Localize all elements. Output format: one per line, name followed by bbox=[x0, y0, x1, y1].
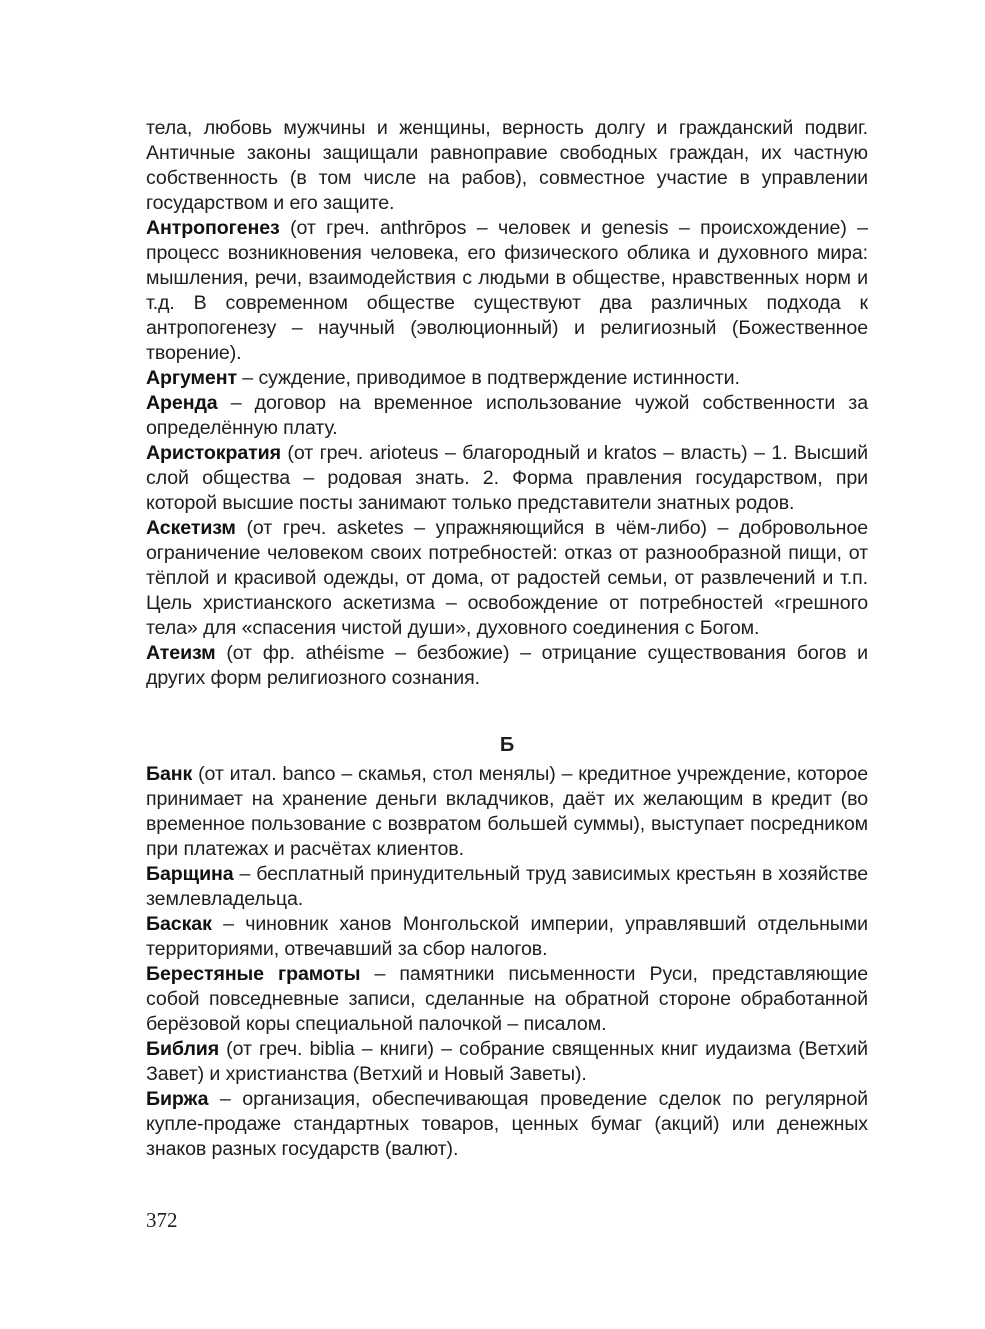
entry-term: Биржа bbox=[146, 1088, 209, 1110]
entry-definition: (от греч. biblia – книги) – собрание священных книг иудаизма (Ветхий Завет) и христианства (Ветхий и Новый Заветы). bbox=[146, 1038, 868, 1085]
glossary-entry bbox=[146, 1037, 868, 1087]
entry-term: Аристократия bbox=[146, 442, 281, 464]
entry-definition: (от греч. asketes – упражняющийся в чём-либо) – добровольное ограничение человеком своих потребностей: отказ от разнообразной пищи, от тёплой и красивой одежды, от дома, от радостей семьи, от развлечений и т.п. Цель христианского аскетизма – освобождение от потребностей «грешного тела» для «спасения чистой души», духовного соединения с Богом. bbox=[146, 517, 868, 639]
glossary-entry bbox=[146, 366, 868, 391]
glossary-entry bbox=[146, 216, 868, 366]
entry-definition: (от итал. banco – скамья, стол менялы) – кредитное учреждение, которое принимает на хранение деньги вкладчиков, даёт их желающим в кредит (во временное пользование с возвратом большей суммы), выступает посредником при платежах и расчётах клиентов. bbox=[146, 763, 868, 860]
entry-definition: (от фр. athéisme – безбожие) – отрицание существования богов и других форм религиозного сознания. bbox=[146, 642, 868, 689]
glossary-entry bbox=[146, 516, 868, 641]
entry-definition: – чиновник ханов Монгольской империи, управлявший отдельными территориями, отвечавший за сбор налогов. bbox=[146, 913, 868, 960]
glossary-entry bbox=[146, 862, 868, 912]
glossary-entry bbox=[146, 912, 868, 962]
entry-term: Берестяные грамоты bbox=[146, 963, 361, 985]
entry-term: Антропогенез bbox=[146, 217, 280, 239]
entry-term: Аскетизм bbox=[146, 517, 236, 539]
entry-term: Банк bbox=[146, 763, 193, 785]
page-number: 372 bbox=[146, 1208, 178, 1232]
entry-definition: (от греч. anthrōpos – человек и genesis – происхождение) – процесс возникновения человека, его физического облика и духовного мира: мышления, речи, взаимодействия с людьми в обществе, нравственных норм и т.д. В современном обществе существуют два различных подхода к антропогенезу – научный (эволюционный) и религиозный (Божественное творение). bbox=[146, 217, 868, 364]
entry-definition: (от греч. arioteus – благородный и kratos – власть) – 1. Высший слой общества – родовая знать. 2. Форма правления государством, при которой высшие посты занимают только представители знатных родов. bbox=[146, 442, 868, 514]
glossary-entry bbox=[146, 962, 868, 1037]
entries-section-a bbox=[146, 216, 868, 691]
entry-term: Аренда bbox=[146, 392, 218, 414]
glossary-entry bbox=[146, 762, 868, 862]
glossary-entry bbox=[146, 1087, 868, 1162]
glossary-page-body bbox=[146, 116, 868, 1162]
entries-section-b bbox=[146, 762, 868, 1162]
entry-definition: – договор на временное использование чужой собственности за определённую плату. bbox=[146, 392, 868, 439]
entry-definition: – суждение, приводимое в подтверждение истинности. bbox=[236, 367, 740, 389]
glossary-entry bbox=[146, 641, 868, 691]
glossary-entry bbox=[146, 441, 868, 516]
entry-term: Библия bbox=[146, 1038, 220, 1060]
section-letter-heading: Б bbox=[499, 734, 515, 756]
entry-term: Баскак bbox=[146, 913, 212, 935]
entry-term: Аргумент bbox=[146, 367, 237, 389]
glossary-entry bbox=[146, 391, 868, 441]
entry-definition: – памятники письменности Руси, представляющие собой повседневные записи, сделанные на обратной стороне обработанной берёзовой коры специальной палочкой – писалом. bbox=[146, 963, 868, 1035]
entry-term: Барщина bbox=[146, 863, 234, 885]
entry-definition: – организация, обеспечивающая проведение сделок по регулярной купле-продаже стандартных товаров, ценных бумаг (акций) или денежных знаков разных государств (валют). bbox=[146, 1088, 868, 1160]
continuation-paragraph: тела, любовь мужчины и женщины, верность долгу и гражданский подвиг. Античные законы защищали равноправие свободных граждан, их частную собственность (в том числе на рабов), совместное участие в управлении государством и его защите. bbox=[146, 117, 868, 214]
entry-definition: – бесплатный принудительный труд зависимых крестьян в хозяйстве землевладельца. bbox=[146, 863, 868, 910]
entry-term: Атеизм bbox=[146, 642, 216, 664]
